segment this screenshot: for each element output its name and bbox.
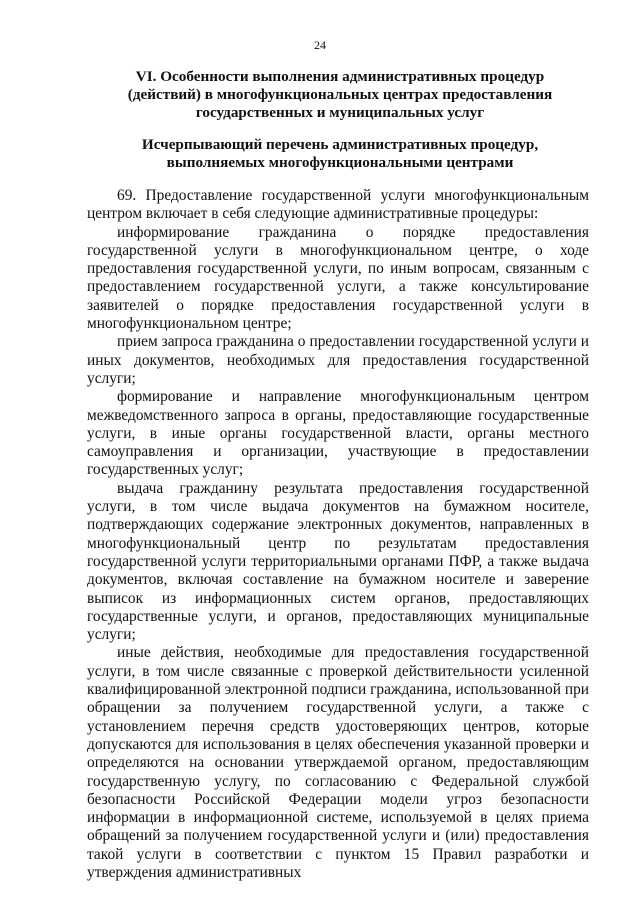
list-item-result-issuance: выдача гражданину результата предоставления государственной услуги, в том числе выдача документов на бумажном носителе, подтверждающих содержание электронных документов, направленных в многофункциональный центр по результатам предоставления государственной услуги территориальными органами ПФР, а также выдача документов, включая составление на бумажном носителе и заверение выписок из информационных систем органов, предоставляющих государственные услуги, и органов, предоставляющих муниципальные услуги; (87, 479, 589, 644)
body-text (87, 187, 589, 882)
section-heading: VI. Особенности выполнения административных процедур (действий) в многофункциональных центрах предоставления государственных и муниципальных услуг (127, 68, 553, 121)
subheading: Исчерпывающий перечень административных процедур, выполняемых многофункциональными центрами (141, 136, 539, 171)
list-item-request-reception: прием запроса гражданина о предоставлении государственной услуги и иных документов, необходимых для предоставления государственной услуги; (87, 333, 589, 387)
page-number: 24 (314, 38, 326, 52)
paragraph-69: 69. Предоставление государственной услуги многофункциональным центром включает в себя следующие административные процедуры: (87, 187, 589, 223)
list-item-other-actions: иные действия, необходимые для предоставления государственной услуги, в том числе связанные с проверкой действительности усиленной квалифицированной электронной подписи гражданина, использованной при обращении за получением государственной услуги, а также с установлением перечня средств удостоверяющих центров, которые допускаются для использования в целях обеспечения указанной проверки и определяются на основании утверждаемой органом, предоставляющим государственную услугу, по согласованию с Федеральной службой безопасности Российской Федерации модели угроз безопасности информации в информационной системе, используемой в целях приема обращений за получением государственной услуги и (или) предоставления такой услуги в соответствии с пунктом 15 Правил разработки и утверждения административных (87, 644, 589, 881)
list-item-interagency-request: формирование и направление многофункциональным центром межведомственного запроса в органы, предоставляющие государственные услуги, в иные органы государственной власти, органы местного самоуправления и организации, участвующие в предоставлении государственных услуг; (87, 388, 589, 479)
list-item-informing: информирование гражданина о порядке предоставления государственной услуги в многофункциональном центре, о ходе предоставления государственной услуги, по иным вопросам, связанным с предоставлением государственной услуги, а также консультирование заявителей о порядке предоставления государственной услуги в многофункциональном центре; (87, 223, 589, 333)
